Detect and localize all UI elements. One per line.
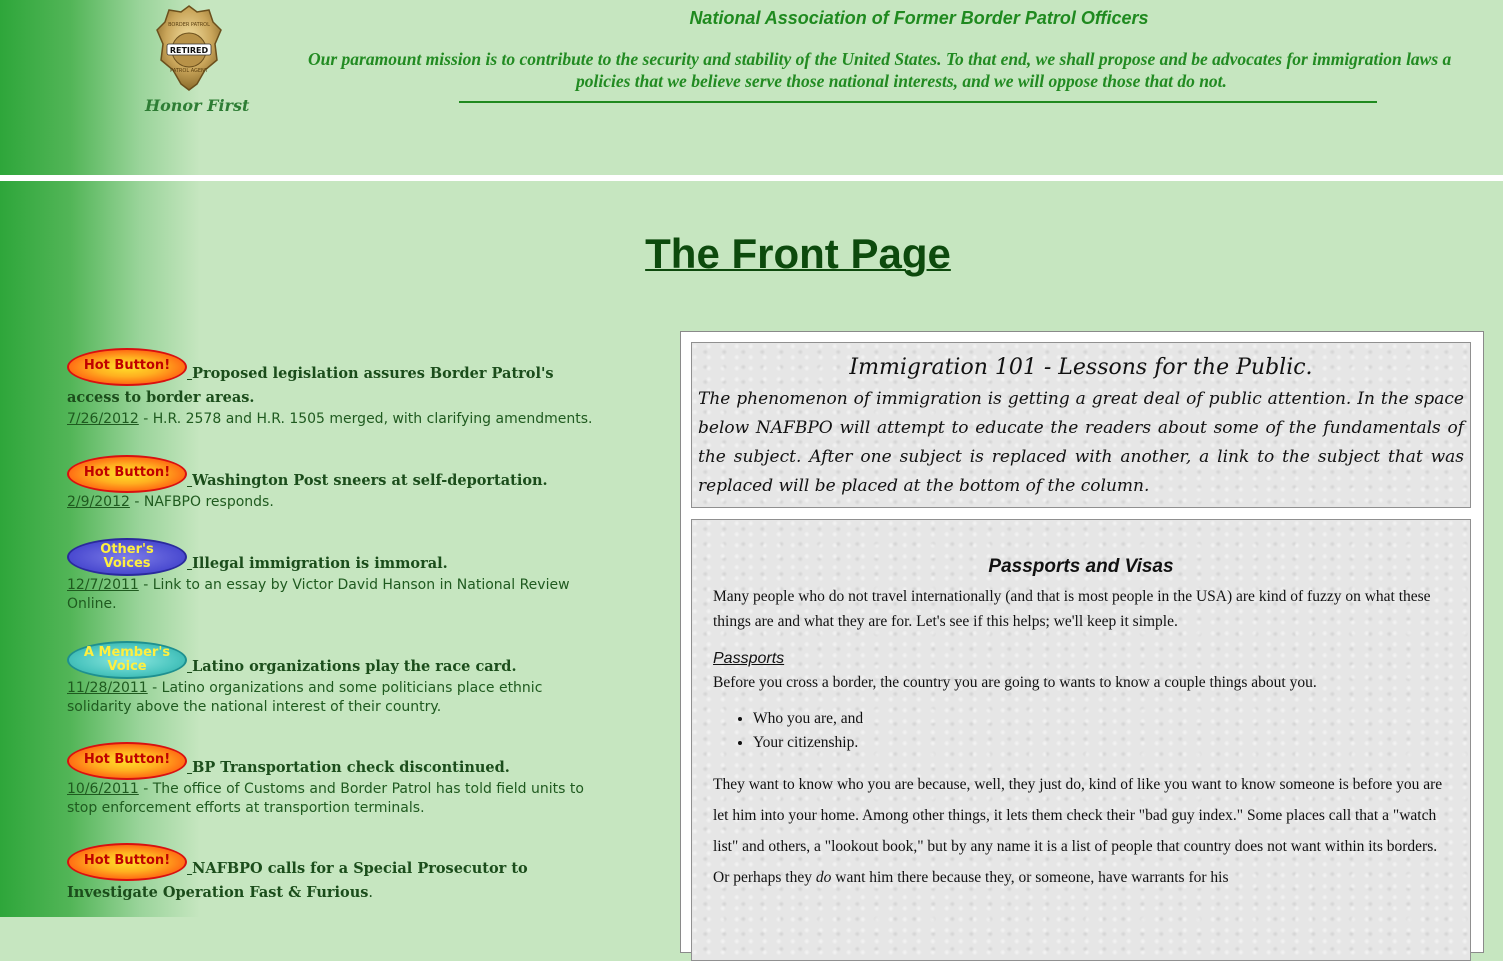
news-desc: - NAFBPO responds. bbox=[129, 494, 274, 510]
article-paragraph: Many people who do not travel internationally (and that is most people in the USA) are kind of fuzzy on what these things are and what they are for. Let's see if this helps; we'll keep it simple. bbox=[713, 588, 1431, 630]
list-item: • Your citizenship. bbox=[753, 731, 1450, 755]
lessons-title: Immigration 101 - Lessons for the Public. bbox=[849, 355, 1313, 380]
mission-line-2: policies that we believe serve those national interests, and we will oppose those that do not. bbox=[576, 71, 1227, 91]
news-item bbox=[67, 538, 597, 614]
members-voice-badge[interactable]: A Member's Voice bbox=[67, 641, 187, 679]
news-item bbox=[67, 742, 597, 818]
news-headline[interactable]: Washington Post sneers at self-deportation. bbox=[192, 472, 548, 489]
motto: Honor First bbox=[145, 96, 250, 115]
hot-button-badge[interactable]: Hot Button! bbox=[67, 455, 187, 493]
news-headline[interactable]: Illegal immigration is immoral. bbox=[192, 555, 448, 572]
lessons-intro: The phenomenon of immigration is getting a great deal of public attention. In the space below NAFBPO will attempt to educate the readers about some of the fundamentals of the subject. After one subject is replaced with another, a link to the subject that was replaced will be placed at the bottom of the column. bbox=[698, 389, 1464, 496]
svg-text:BORDER PATROL: BORDER PATROL bbox=[168, 22, 210, 28]
news-headline[interactable]: Latino organizations play the race card. bbox=[192, 658, 517, 675]
hot-button-badge[interactable]: Hot Button! bbox=[67, 742, 187, 780]
badge-text: RETIRED bbox=[169, 46, 209, 55]
news-date-link[interactable]: 10/6/2011 bbox=[67, 781, 139, 797]
news-desc: - H.R. 2578 and H.R. 1505 merged, with clarifying amendments. bbox=[138, 411, 593, 427]
hot-button-badge[interactable]: Hot Button! bbox=[67, 843, 187, 881]
news-date-link[interactable]: 11/28/2011 bbox=[67, 680, 148, 696]
lessons-panel bbox=[680, 331, 1484, 953]
article-paragraph: They want to know who you are because, well, they just do, kind of like you want to know someone is before you are let him into your home. Among other things, it lets them check their "bad guy index." Some places call that a "watch list" and others, a "lookout book," but by any name it is a list of people that country does not want within its borders. Or perhaps they do want him there because they, or someone, have warrants for his bbox=[713, 776, 1443, 886]
article-title: Passports and Visas bbox=[988, 556, 1174, 577]
news-headline[interactable]: Proposed legislation assures Border Patrol's access to border areas. bbox=[67, 365, 554, 406]
news-date-link[interactable]: 7/26/2012 bbox=[67, 411, 139, 427]
page-title: The Front Page bbox=[645, 230, 951, 277]
news-date-link[interactable]: 12/7/2011 bbox=[67, 577, 139, 593]
lessons-intro-box bbox=[691, 342, 1471, 508]
article-body bbox=[713, 584, 1450, 893]
article-box bbox=[691, 519, 1471, 961]
news-headline[interactable]: BP Transportation check discontinued. bbox=[192, 759, 510, 776]
list-item: • Who you are, and bbox=[753, 707, 1450, 731]
news-item bbox=[67, 348, 597, 429]
news-desc: - The office of Customs and Border Patrol has told field units to stop enforcement efforts at transportion terminals. bbox=[67, 781, 584, 816]
svg-text:PATROL AGENT: PATROL AGENT bbox=[170, 68, 208, 74]
news-item bbox=[67, 641, 597, 717]
header-divider bbox=[459, 101, 1377, 103]
mission-statement bbox=[308, 48, 1503, 92]
article-bullets bbox=[713, 707, 1450, 755]
hot-button-badge[interactable]: Hot Button! bbox=[67, 348, 187, 386]
article-paragraph: Before you cross a border, the country you are going to wants to know a couple things about you. bbox=[713, 674, 1317, 691]
badge-logo bbox=[155, 4, 223, 92]
news-date-link[interactable]: 2/9/2012 bbox=[67, 494, 130, 510]
org-name: National Association of Former Border Patrol Officers bbox=[689, 8, 1149, 28]
news-desc: - Latino organizations and some politicians place ethnic solidarity above the national interest of their country. bbox=[67, 680, 543, 715]
article-subheading: Passports bbox=[713, 650, 785, 667]
mission-line-1: Our paramount mission is to contribute to the security and stability of the United States. To that end, we shall propose and be advocates for immigration laws a bbox=[308, 49, 1452, 69]
news-item bbox=[67, 455, 597, 512]
news-item: Hot Button! NAFBPO calls for a Special Prosecutor to Investigate Operation Fast & Furious. bbox=[67, 843, 597, 905]
header-separator bbox=[0, 175, 1503, 181]
news-headline[interactable]: NAFBPO calls for a Special Prosecutor to Investigate Operation Fast & Furious bbox=[67, 860, 528, 901]
others-voices-badge[interactable]: Other's Voices bbox=[67, 538, 187, 576]
news-desc: - Link to an essay by Victor David Hanson in National Review Online. bbox=[67, 577, 570, 612]
